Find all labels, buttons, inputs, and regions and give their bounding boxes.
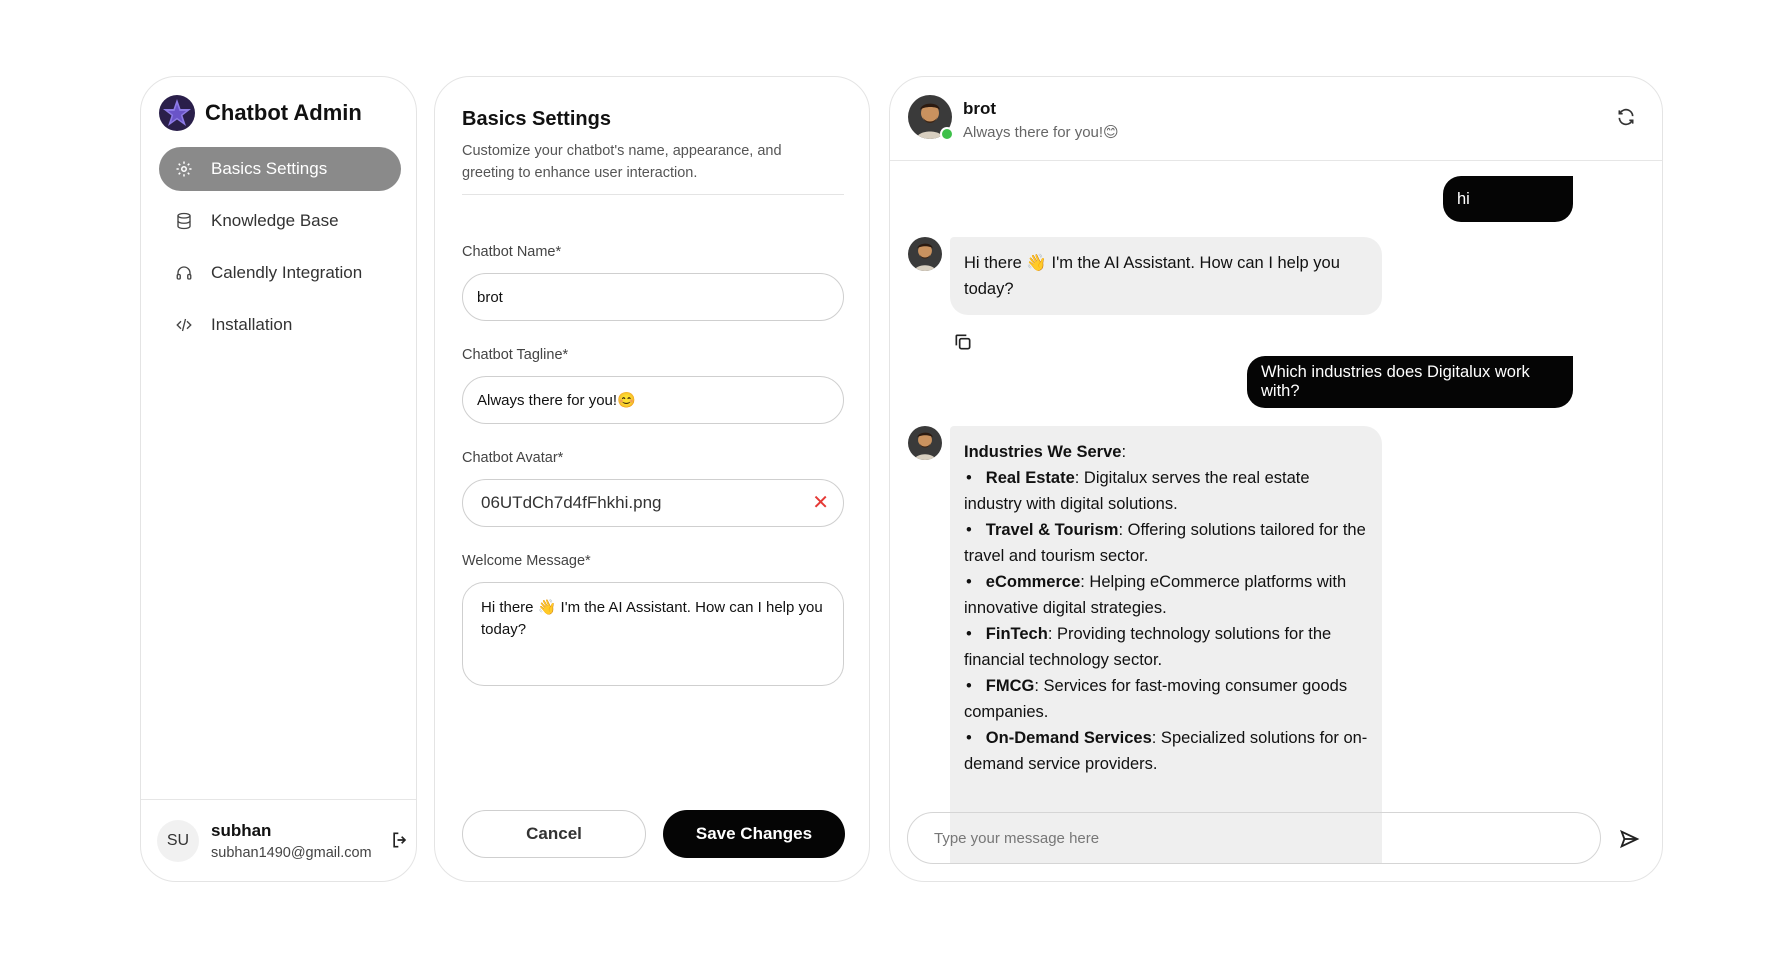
save-changes-button[interactable]: Save Changes bbox=[663, 810, 845, 858]
list-item bbox=[964, 673, 1368, 725]
chatbot-tagline-label: Chatbot Tagline* bbox=[462, 347, 569, 363]
divider bbox=[462, 194, 844, 195]
page-title: Basics Settings bbox=[462, 108, 611, 130]
user-message: Which industries does Digitalux work with? bbox=[1247, 356, 1573, 408]
industry-list bbox=[964, 465, 1368, 777]
sidebar-item-calendly-integration[interactable] bbox=[159, 251, 401, 295]
heading-text: Industries We Serve bbox=[964, 443, 1122, 461]
sidebar-item-installation[interactable] bbox=[159, 303, 401, 347]
list-item bbox=[964, 569, 1368, 621]
settings-panel bbox=[434, 76, 870, 882]
bot-message-heading bbox=[964, 439, 1368, 465]
message-input[interactable]: Type your message here bbox=[907, 812, 1601, 864]
bot-message: Hi there 👋 I'm the AI Assistant. How can I help you today? bbox=[950, 237, 1382, 315]
list-item-title: Travel & Tourism bbox=[985, 521, 1119, 539]
list-item bbox=[964, 621, 1368, 673]
chat-messages bbox=[890, 162, 1662, 864]
online-status-icon bbox=[940, 127, 954, 141]
list-item-title: FMCG bbox=[985, 677, 1035, 695]
sidebar-nav bbox=[159, 147, 401, 355]
chat-preview bbox=[889, 76, 1663, 882]
sidebar-item-label: Knowledge Base bbox=[211, 211, 339, 230]
sidebar-item-label: Basics Settings bbox=[211, 159, 328, 178]
page-description: Customize your chatbot's name, appearance, and greeting to enhance user interaction. bbox=[462, 143, 782, 181]
list-item bbox=[964, 517, 1368, 569]
bot-avatar-image bbox=[908, 237, 942, 271]
cancel-button[interactable]: Cancel bbox=[462, 810, 646, 858]
user-message: hi bbox=[1443, 176, 1573, 222]
list-item-title: On-Demand Services bbox=[985, 729, 1152, 747]
user-info bbox=[211, 821, 372, 861]
copy-icon[interactable] bbox=[953, 332, 973, 352]
database-icon bbox=[175, 212, 193, 230]
list-item bbox=[964, 465, 1368, 517]
sidebar-item-label: Installation bbox=[211, 315, 293, 334]
list-item-text: : Providing technology solutions for the financial technology sector. bbox=[964, 625, 1332, 669]
headset-icon bbox=[175, 264, 193, 282]
clear-avatar-icon[interactable]: ✕ bbox=[812, 492, 829, 514]
list-item-text: : Services for fast-moving consumer goods companies. bbox=[964, 677, 1348, 721]
bot-message bbox=[950, 426, 1382, 864]
sidebar bbox=[140, 76, 417, 882]
bot-avatar bbox=[908, 426, 942, 460]
bot-avatar-image bbox=[908, 426, 942, 460]
list-item-text: : Specialized solutions for on-demand service providers. bbox=[964, 729, 1368, 773]
app-title: Chatbot Admin bbox=[205, 100, 362, 125]
avatar-filename: 06UTdCh7d4fFhkhi.png bbox=[481, 493, 662, 512]
chatbot-avatar-field[interactable] bbox=[462, 479, 844, 527]
brand-logo-icon bbox=[159, 95, 195, 131]
heading-suffix: : bbox=[1121, 443, 1127, 461]
gear-icon bbox=[175, 160, 193, 178]
send-icon[interactable] bbox=[1618, 828, 1640, 850]
user-name: subhan bbox=[211, 820, 272, 840]
code-icon bbox=[175, 316, 193, 334]
chat-header bbox=[890, 77, 1662, 161]
refresh-icon[interactable] bbox=[1616, 107, 1636, 127]
chat-bot-tagline: Always there for you!😊 bbox=[963, 124, 1119, 141]
sidebar-item-basics-settings[interactable] bbox=[159, 147, 401, 191]
chatbot-name-label: Chatbot Name* bbox=[462, 244, 562, 260]
sidebar-item-knowledge-base[interactable] bbox=[159, 199, 401, 243]
list-item-text: : Offering solutions tailored for the travel and tourism sector. bbox=[964, 521, 1366, 565]
list-item-title: eCommerce bbox=[985, 573, 1081, 591]
list-item-text: : Digitalux serves the real estate industry with digital solutions. bbox=[964, 469, 1310, 513]
user-profile bbox=[141, 799, 416, 881]
avatar: SU bbox=[157, 820, 199, 862]
chat-bot-name: brot bbox=[963, 99, 997, 118]
sidebar-item-label: Calendly Integration bbox=[211, 263, 363, 282]
bot-avatar bbox=[908, 237, 942, 271]
brand bbox=[159, 95, 362, 131]
user-email: subhan1490@gmail.com bbox=[211, 844, 372, 861]
list-item-text: : Helping eCommerce platforms with innovative digital strategies. bbox=[964, 573, 1347, 617]
welcome-message-label: Welcome Message* bbox=[462, 553, 591, 569]
list-item bbox=[964, 725, 1368, 777]
list-item-title: FinTech bbox=[985, 625, 1048, 643]
chatbot-name-input[interactable]: brot bbox=[462, 273, 844, 321]
chatbot-tagline-input[interactable]: Always there for you!😊 bbox=[462, 376, 844, 424]
chatbot-avatar-label: Chatbot Avatar* bbox=[462, 450, 564, 466]
logout-icon[interactable] bbox=[390, 830, 410, 850]
list-item-title: Real Estate bbox=[985, 469, 1075, 487]
welcome-message-textarea[interactable]: Hi there 👋 I'm the AI Assistant. How can I help you today? bbox=[462, 582, 844, 686]
